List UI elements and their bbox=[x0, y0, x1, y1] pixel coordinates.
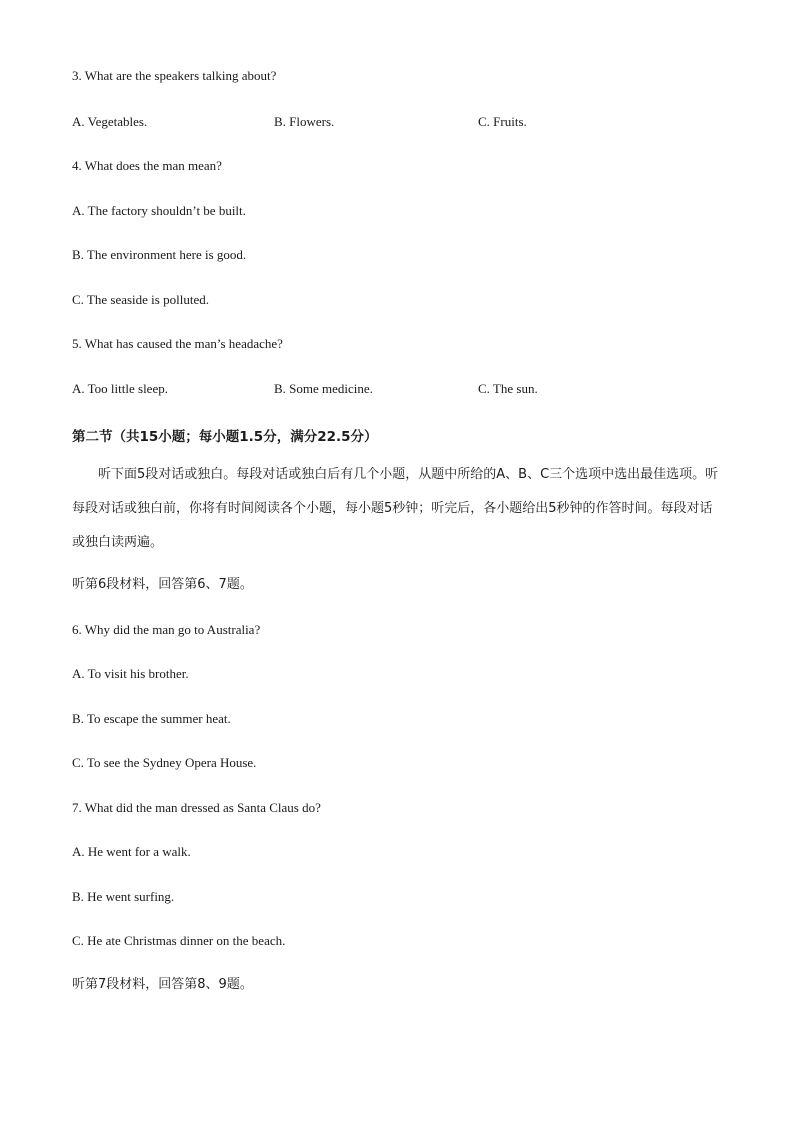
option-6a: A. To visit his brother. bbox=[72, 666, 189, 681]
option-4b: B. The environment here is good. bbox=[72, 247, 247, 262]
option-6c: C. To see the Sydney Opera House. bbox=[72, 755, 257, 770]
question-6: 6. Why did the man go to Australia? bbox=[72, 622, 261, 637]
question-3: 3. What are the speakers talking about? bbox=[72, 68, 277, 83]
option-7a: A. He went for a walk. bbox=[72, 844, 191, 859]
option-5c: C. The sun. bbox=[478, 381, 538, 396]
option-5a: A. Too little sleep. bbox=[72, 381, 168, 396]
passage-7-intro: 听第7段材料，回答第8、9题。 bbox=[72, 977, 253, 992]
question-7: 7. What did the man dressed as Santa Claus do? bbox=[72, 800, 321, 815]
option-4a: A. The factory shouldn’t be built. bbox=[72, 203, 246, 218]
option-3c: C. Fruits. bbox=[478, 114, 527, 129]
option-7b: B. He went surfing. bbox=[72, 889, 175, 904]
option-6b: B. To escape the summer heat. bbox=[72, 711, 231, 726]
option-4c: C. The seaside is polluted. bbox=[72, 292, 209, 307]
section-heading: 第二节（共15小题；每小题1.5分，满分22.5分） bbox=[72, 429, 378, 445]
option-7c: C. He ate Christmas dinner on the beach. bbox=[72, 933, 286, 948]
section-instructions: 听下面5段对话或独白。每段对话或独白后有几个小题，从题中所给的A、B、C三个选项中选出最佳选项。听每段对话或独白前，你将有时间阅读各个小题，每小题5秒钟；听完后，各小题给出5秒钟的作答时间。每段对话或独白读两遍。 bbox=[72, 467, 719, 550]
option-3a: A. Vegetables. bbox=[72, 114, 148, 129]
question-4: 4. What does the man mean? bbox=[72, 158, 222, 173]
question-5: 5. What has caused the man’s headache? bbox=[72, 336, 283, 351]
passage-6-intro: 听第6段材料，回答第6、7题。 bbox=[72, 577, 253, 592]
option-5b: B. Some medicine. bbox=[274, 381, 373, 396]
option-3b: B. Flowers. bbox=[274, 114, 335, 129]
